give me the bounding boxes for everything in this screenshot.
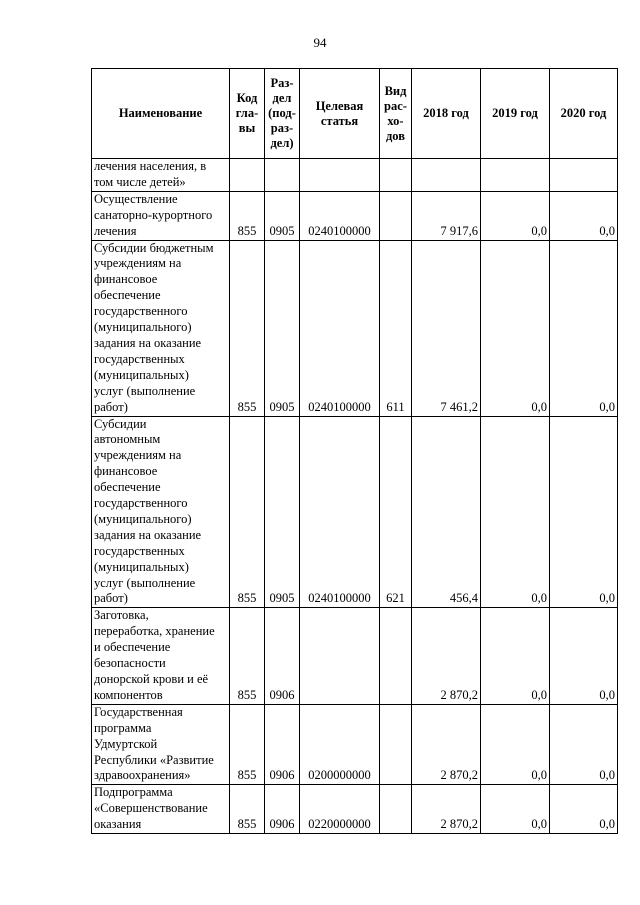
amount-2019: 0,0 — [481, 240, 550, 416]
amount-2018 — [412, 159, 481, 192]
table-row — [92, 704, 618, 785]
amount-2020: 0,0 — [550, 785, 618, 834]
amount-2018: 456,4 — [412, 416, 481, 608]
table-row — [92, 785, 618, 834]
table-row — [92, 416, 618, 608]
target-article: 0200000000 — [300, 704, 380, 785]
page-number: 94 — [313, 35, 327, 50]
amount-2019: 0,0 — [481, 191, 550, 240]
table-row — [92, 159, 618, 192]
target-article: 0240100000 — [300, 240, 380, 416]
amount-2020: 0,0 — [550, 416, 618, 608]
expense-type — [380, 785, 412, 834]
header-code: Код гла- вы — [230, 69, 265, 159]
target-article — [300, 159, 380, 192]
row-name: Осуществление санаторно-курортного лечения — [92, 191, 230, 240]
header-2018: 2018 год — [412, 69, 481, 159]
expense-type: 621 — [380, 416, 412, 608]
amount-2018: 2 870,2 — [412, 704, 481, 785]
amount-2018: 7 461,2 — [412, 240, 481, 416]
amount-2019: 0,0 — [481, 608, 550, 704]
table-header-row — [92, 69, 618, 159]
row-name: лечения населения, в том числе детей» — [92, 159, 230, 192]
chapter-code: 855 — [230, 240, 265, 416]
chapter-code — [230, 159, 265, 192]
amount-2019 — [481, 159, 550, 192]
chapter-code: 855 — [230, 416, 265, 608]
table-row — [92, 240, 618, 416]
header-expense: Вид рас- хо- дов — [380, 69, 412, 159]
header-2019: 2019 год — [481, 69, 550, 159]
header-section: Раз- дел (под- раз- дел) — [265, 69, 300, 159]
row-name: Государственная программа Удмуртской Республики «Развитие здравоохранения» — [92, 704, 230, 785]
section-code — [265, 159, 300, 192]
section-code: 0906 — [265, 704, 300, 785]
header-target: Целевая статья — [300, 69, 380, 159]
expense-type — [380, 704, 412, 785]
section-code: 0905 — [265, 240, 300, 416]
amount-2020: 0,0 — [550, 191, 618, 240]
expense-type — [380, 191, 412, 240]
amount-2019: 0,0 — [481, 704, 550, 785]
section-code: 0906 — [265, 785, 300, 834]
amount-2018: 2 870,2 — [412, 785, 481, 834]
target-article: 0240100000 — [300, 191, 380, 240]
row-name: Субсидии автономным учреждениям на финансовое обеспечение государственного (муниципального) задания на оказание государственных (муниципальных) услуг (выполнение работ) — [92, 416, 230, 608]
target-article: 0240100000 — [300, 416, 380, 608]
target-article: 0220000000 — [300, 785, 380, 834]
chapter-code: 855 — [230, 608, 265, 704]
target-article — [300, 608, 380, 704]
chapter-code: 855 — [230, 785, 265, 834]
section-code: 0906 — [265, 608, 300, 704]
amount-2018: 7 917,6 — [412, 191, 481, 240]
chapter-code: 855 — [230, 191, 265, 240]
amount-2019: 0,0 — [481, 416, 550, 608]
amount-2020: 0,0 — [550, 608, 618, 704]
row-name: Субсидии бюджетным учреждениям на финансовое обеспечение государственного (муниципального) задания на оказание государственных (муниципальных) услуг (выполнение работ) — [92, 240, 230, 416]
amount-2018: 2 870,2 — [412, 608, 481, 704]
section-code: 0905 — [265, 416, 300, 608]
amount-2019: 0,0 — [481, 785, 550, 834]
expense-type: 611 — [380, 240, 412, 416]
chapter-code: 855 — [230, 704, 265, 785]
amount-2020 — [550, 159, 618, 192]
table-row — [92, 608, 618, 704]
header-2020: 2020 год — [550, 69, 618, 159]
budget-table — [91, 68, 618, 834]
section-code: 0905 — [265, 191, 300, 240]
header-name: Наименование — [92, 69, 230, 159]
amount-2020: 0,0 — [550, 704, 618, 785]
table-row — [92, 191, 618, 240]
expense-type — [380, 608, 412, 704]
amount-2020: 0,0 — [550, 240, 618, 416]
row-name: Подпрограмма «Совершенствование оказания — [92, 785, 230, 834]
row-name: Заготовка, переработка, хранение и обеспечение безопасности донорской крови и её компонентов — [92, 608, 230, 704]
expense-type — [380, 159, 412, 192]
